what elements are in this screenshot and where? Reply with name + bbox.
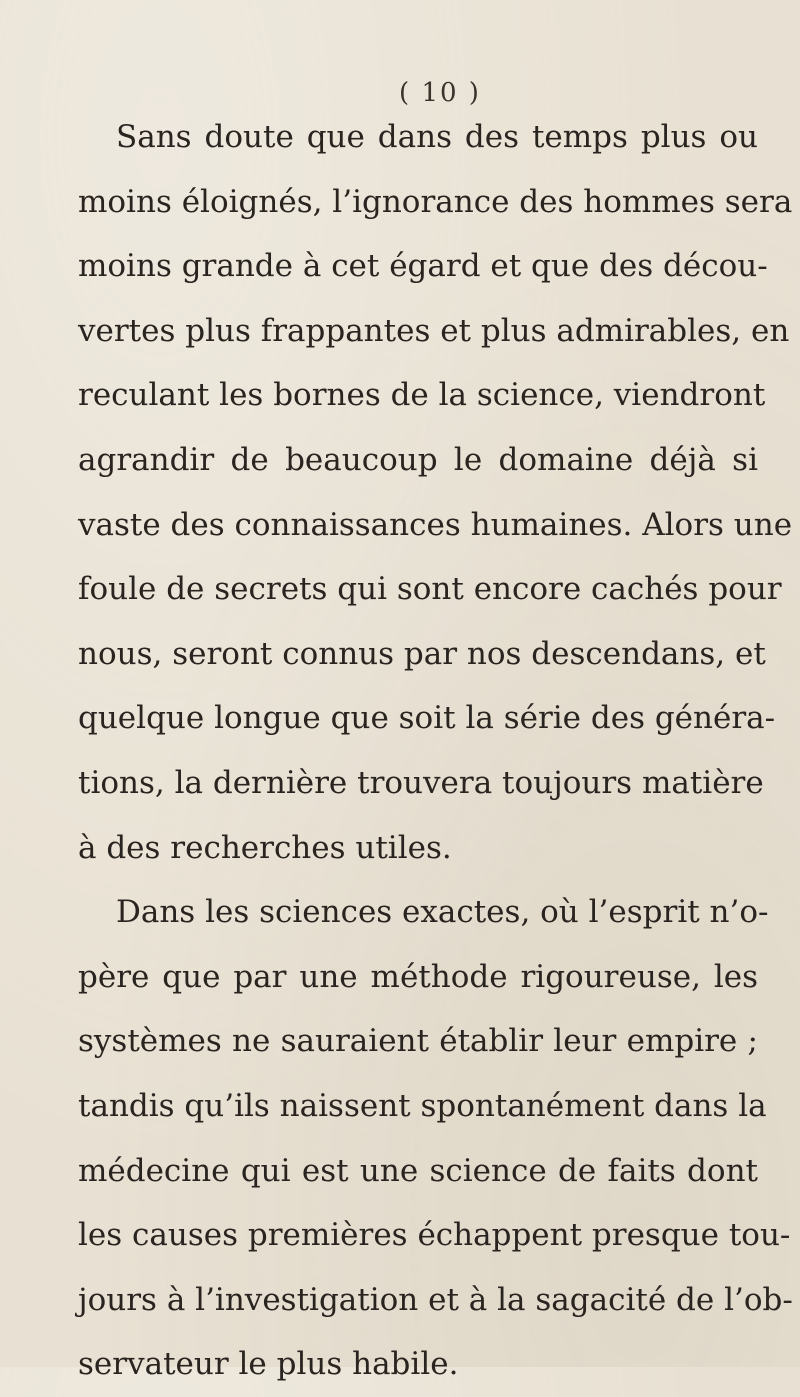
text-line: Dans les sciences exactes, où l’esprit n’o- [116,894,769,931]
text-line: Sans doute que dans des temps plus ou [116,119,758,155]
paragraph-2 [78,880,793,1397]
text-line: tions, la dernière trouvera toujours matière [78,764,764,801]
paragraph-1 [78,105,793,880]
text-line: quelque longue que soit la série des généra- [78,700,776,737]
text-line: les causes premières échappent presque tou- [78,1217,791,1254]
text-line: nous, seront connus par nos descendans, et [78,635,766,672]
text-line: médecine qui est une science de faits dont [78,1152,758,1189]
text-line: moins grande à cet égard et que des décou- [78,248,768,285]
page-number: ( 10 ) [399,78,481,108]
text-line: systèmes ne sauraient établir leur empire ; [78,1023,758,1060]
text-line: agrandir de beaucoup le domaine déjà si [78,441,758,478]
text-line: jours à l’investigation et à la sagacité de l’ob- [78,1281,793,1318]
text-line: père que par une méthode rigoureuse, les [78,958,758,995]
text-line: foule de secrets qui sont encore cachés pour [78,571,782,608]
text-line: vaste des connaissances humaines. Alors une [78,506,793,543]
text-line: à des recherches utiles. [78,829,452,866]
text-line: vertes plus frappantes et plus admirables, en [78,312,790,349]
text-line: reculant les bornes de la science, viendront [78,377,766,414]
text-line: tandis qu’ils naissent spontanément dans la [78,1087,767,1124]
body-text [78,105,793,1397]
text-line: moins éloignés, l’ignorance des hommes sera [78,183,793,220]
text-line: servateur le plus habile. [78,1346,459,1383]
